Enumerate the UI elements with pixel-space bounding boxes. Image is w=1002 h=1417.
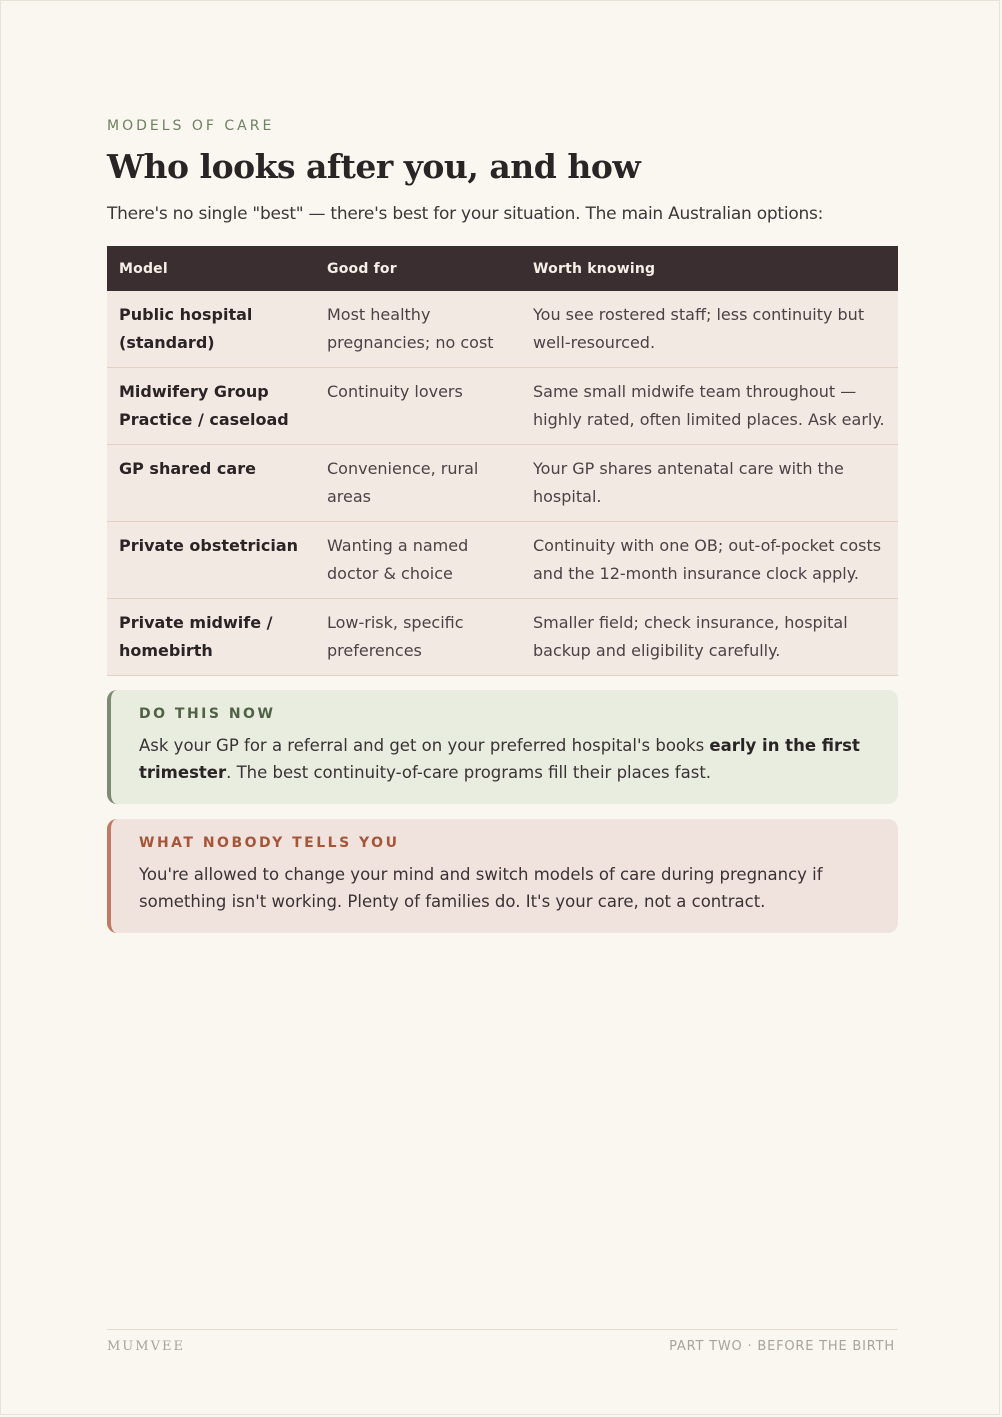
column-header-worth-knowing: Worth knowing (521, 246, 898, 291)
cell-worth-knowing: Your GP shares antenatal care with the hospital. (521, 445, 898, 522)
page-subtitle: There's no single "best" — there's best for your situation. The main Australian options: (107, 204, 824, 224)
cell-model: Public hospital (standard) (107, 291, 315, 368)
footer-section-label: PART TWO · BEFORE THE BIRTH (669, 1339, 895, 1354)
cell-model: Private obstetrician (107, 522, 315, 599)
callout-label: WHAT NOBODY TELLS YOU (139, 835, 400, 851)
column-header-good-for: Good for (315, 246, 521, 291)
cell-model: GP shared care (107, 445, 315, 522)
cell-worth-knowing: Same small midwife team throughout — highly rated, often limited places. Ask early. (521, 368, 898, 445)
models-of-care-table (107, 246, 898, 676)
cell-worth-knowing: Continuity with one OB; out-of-pocket costs and the 12-month insurance clock apply. (521, 522, 898, 599)
cell-model: Midwifery Group Practice / caseload (107, 368, 315, 445)
column-header-model: Model (107, 246, 315, 291)
callout-text: . The best continuity-of-care programs fill their places fast. (226, 763, 712, 782)
do-this-now-callout (107, 690, 898, 804)
callout-body (139, 732, 870, 786)
table-row (107, 599, 898, 676)
cell-good-for: Most healthy pregnancies; no cost (315, 291, 521, 368)
section-eyebrow: MODELS OF CARE (107, 118, 275, 134)
table-row (107, 445, 898, 522)
cell-model: Private midwife / homebirth (107, 599, 315, 676)
cell-good-for: Wanting a named doctor & choice (315, 522, 521, 599)
footer-divider (107, 1329, 898, 1330)
cell-worth-knowing: You see rostered staff; less continuity but well-resourced. (521, 291, 898, 368)
cell-good-for: Low-risk, specific preferences (315, 599, 521, 676)
cell-good-for: Convenience, rural areas (315, 445, 521, 522)
page-title: Who looks after you, and how (107, 147, 641, 186)
table-header-row (107, 246, 898, 291)
callout-emphasis: early in the first trimester (139, 736, 860, 782)
table-row (107, 368, 898, 445)
callout-body: You're allowed to change your mind and switch models of care during pregnancy if something isn't working. Plenty of families do. It's your care, not a contract. (139, 865, 823, 911)
footer-brand: MUMVEE (107, 1339, 185, 1354)
table-row (107, 291, 898, 368)
cell-good-for: Continuity lovers (315, 368, 521, 445)
callout-text: Ask your GP for a referral and get on your preferred hospital's books (139, 736, 710, 755)
cell-worth-knowing: Smaller field; check insurance, hospital backup and eligibility carefully. (521, 599, 898, 676)
what-nobody-tells-you-callout (107, 819, 898, 933)
table-row (107, 522, 898, 599)
callout-label: DO THIS NOW (139, 706, 276, 722)
